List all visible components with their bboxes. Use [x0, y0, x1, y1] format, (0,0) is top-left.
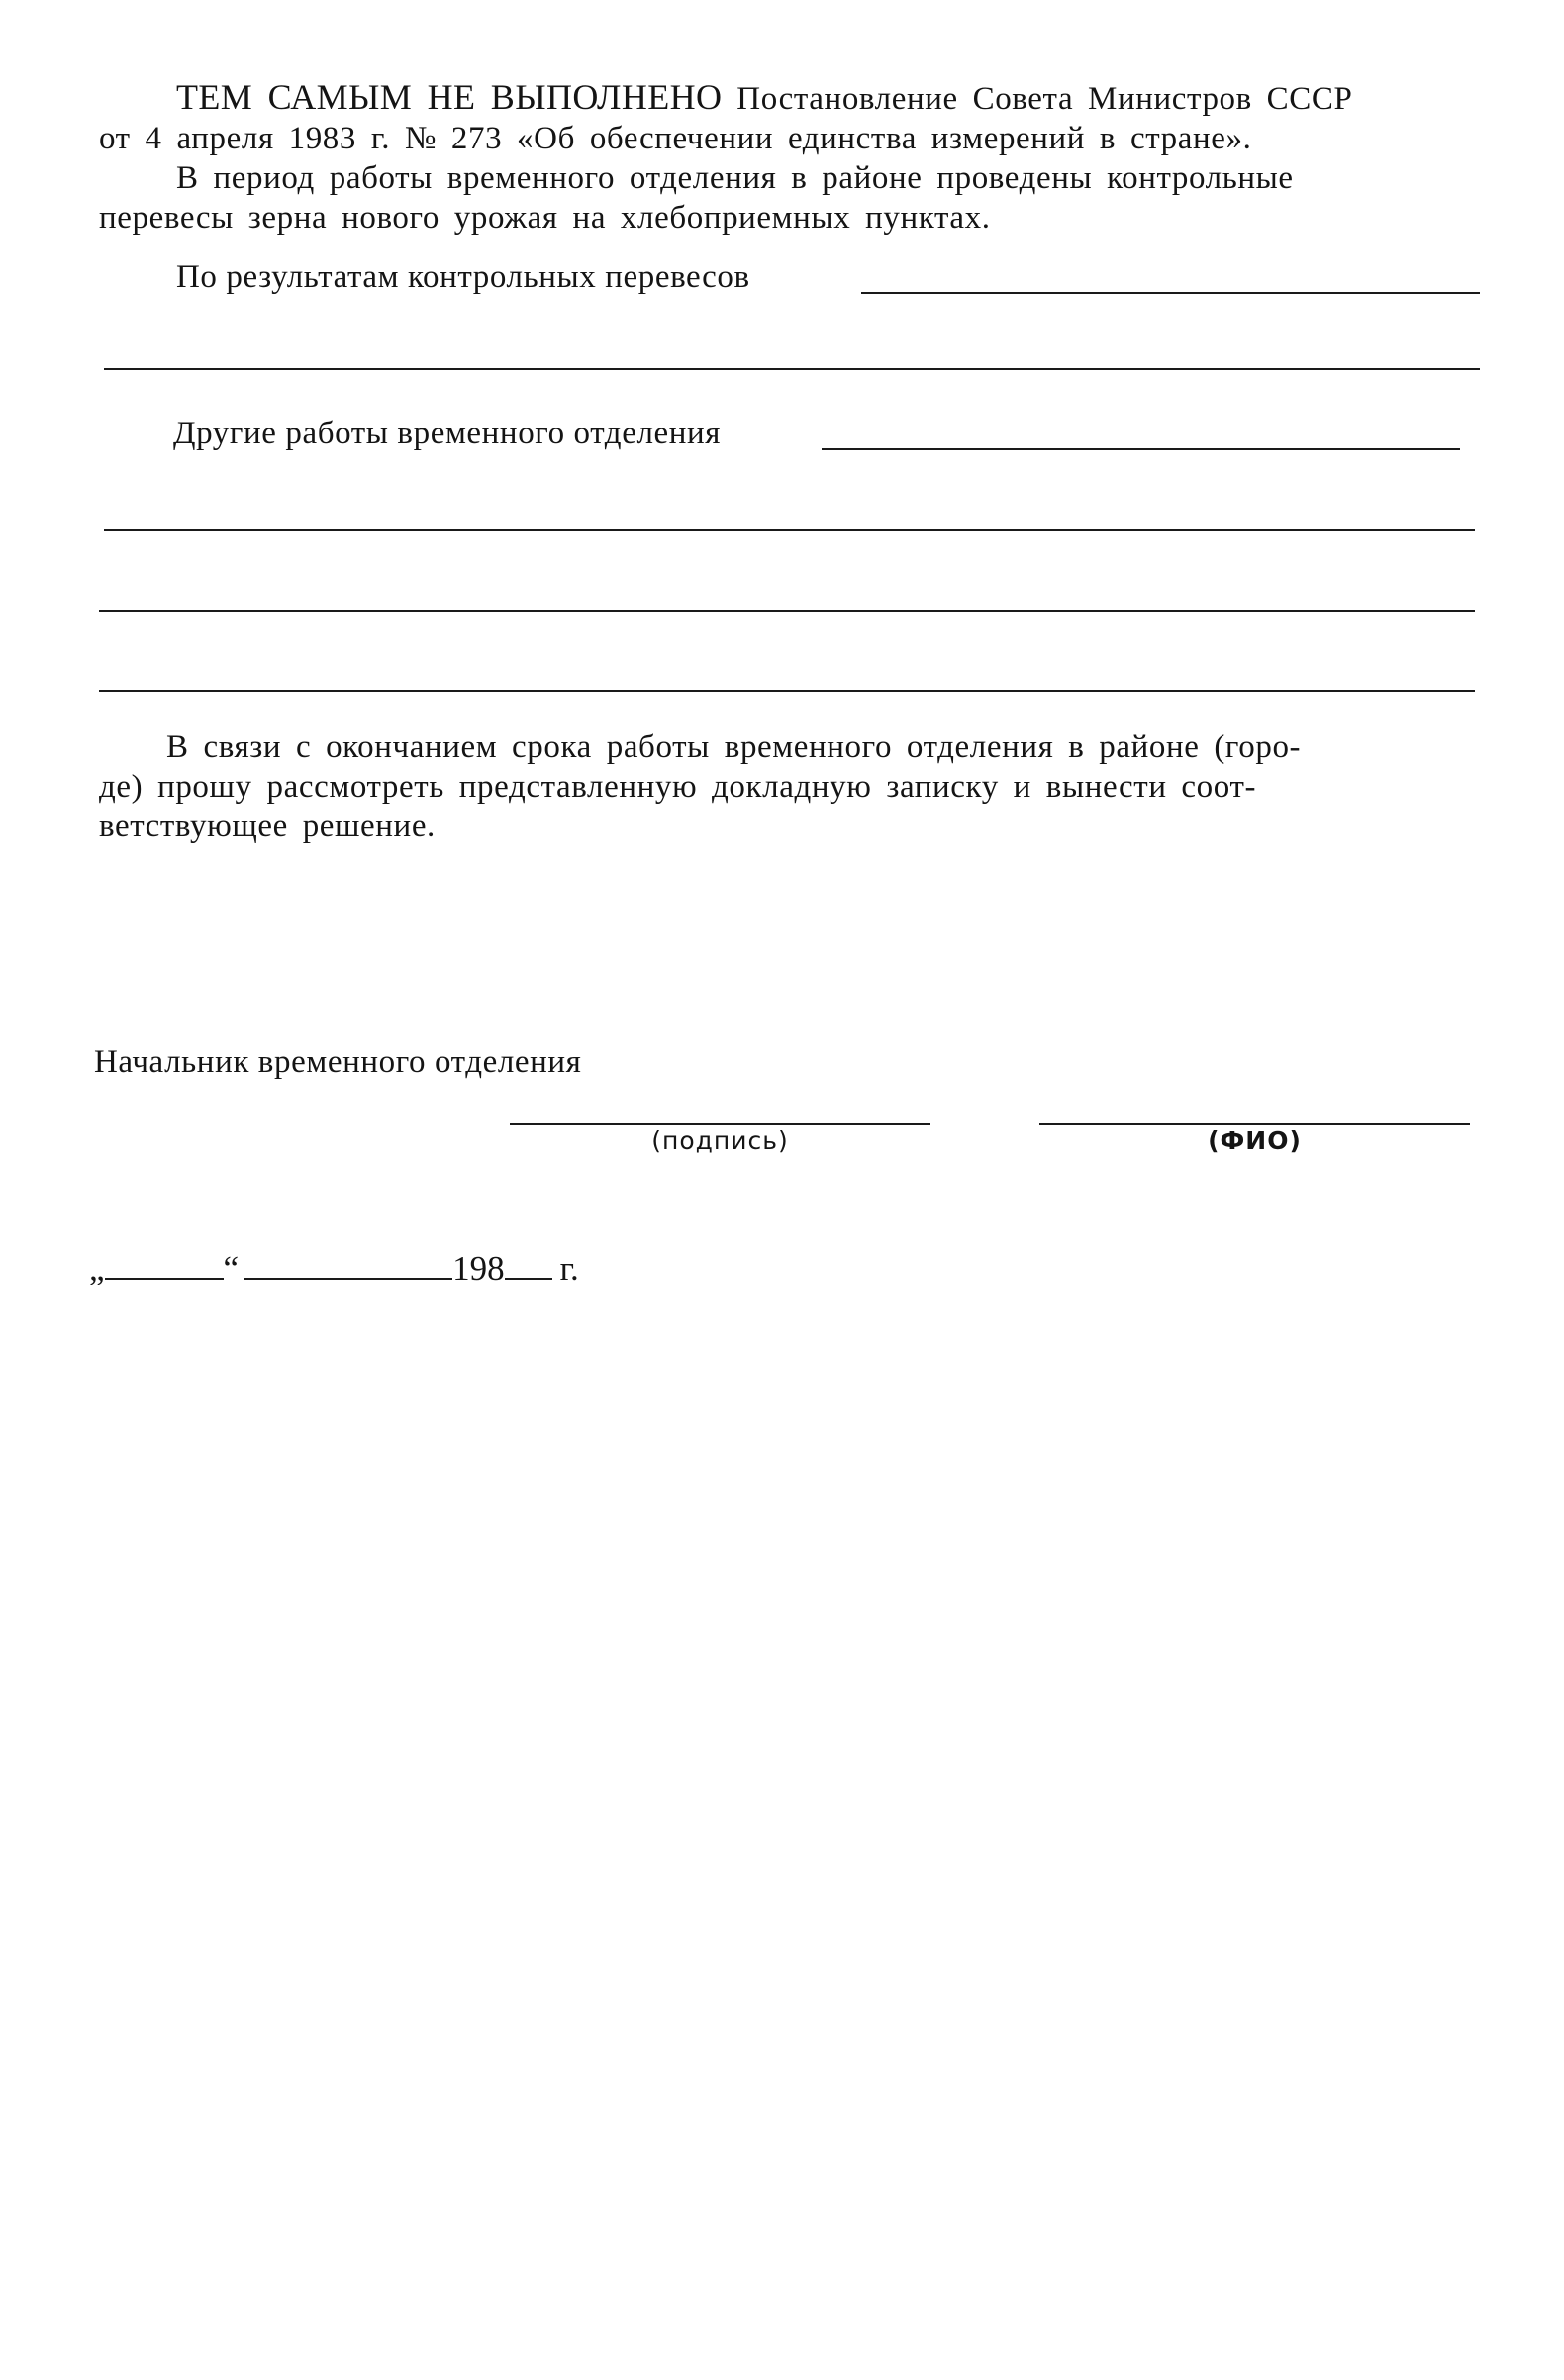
date-year-blank[interactable]	[505, 1250, 552, 1280]
signature-line[interactable]	[510, 1123, 930, 1125]
intro-line-4: перевесы зерна нового урожая на хлебоприемных пунктах.	[99, 200, 991, 236]
intro-line-1-rest: Постановление Совета Министров СССР	[736, 81, 1353, 117]
name-line[interactable]	[1039, 1123, 1470, 1125]
date-year-suffix: г.	[559, 1249, 579, 1287]
other-work-fill-line[interactable]	[822, 448, 1460, 450]
other-work-line-3[interactable]	[99, 690, 1475, 692]
date-year-prefix: 198	[452, 1249, 505, 1287]
intro-line-3: В период работы временного отделения в районе проведены контрольные	[176, 160, 1294, 196]
request-line-3: ветствующее решение.	[99, 809, 436, 844]
signature-title: Начальник временного отделения	[94, 1044, 582, 1080]
other-work-line-1[interactable]	[104, 529, 1475, 531]
name-caption: (ФИО)	[1208, 1126, 1302, 1155]
intro-line-2: от 4 апреля 1983 г. № 273 «Об обеспечении единства измерений в стране».	[99, 121, 1252, 156]
other-work-label: Другие работы временного отделения	[173, 416, 722, 451]
intro-line-1	[99, 77, 1480, 119]
date-day-blank[interactable]	[105, 1250, 224, 1280]
date-open-quote: „	[89, 1249, 105, 1287]
request-line-1: В связи с окончанием срока работы временного отделения в районе (горо-	[166, 729, 1302, 765]
control-results-label: По результатам контрольных перевесов	[176, 259, 750, 295]
date-month-blank[interactable]	[244, 1250, 452, 1280]
date-row	[89, 1249, 579, 1288]
intro-caps-heading: ТЕМ САМЫМ НЕ ВЫПОЛНЕНО	[176, 77, 723, 117]
other-work-line-2[interactable]	[99, 610, 1475, 612]
request-paragraph	[99, 727, 1480, 846]
signature-caption: (подпись)	[651, 1126, 789, 1155]
date-close-quote: “	[223, 1249, 240, 1287]
control-results-extra-line[interactable]	[104, 368, 1480, 370]
control-results-fill-line[interactable]	[861, 292, 1480, 294]
intro-paragraph	[99, 77, 1480, 238]
request-line-2: де) прошу рассмотреть представленную докладную записку и вынести соот-	[99, 769, 1257, 805]
